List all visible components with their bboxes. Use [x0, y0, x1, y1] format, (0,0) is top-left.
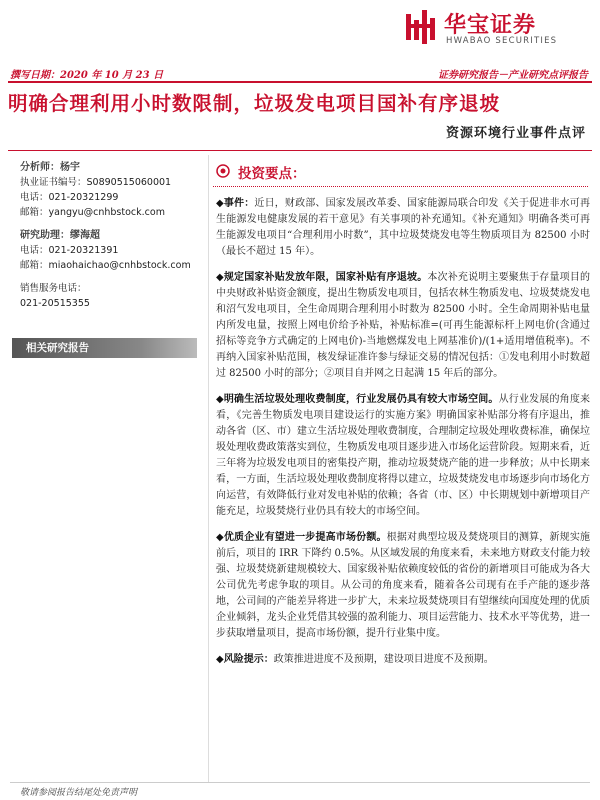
paragraph-market-share: ◆优质企业有望进一步提高市场份额。根据对典型垃圾及焚烧项目的测算，新规实施前后，项目的 IRR 下降约 0.5%。从区域发展的角度来看，未来地方财政支付能力较强、垃圾焚烧新建规模较大、国家级补贴依赖度较低的省份的新增项目可能成为各大公司优先考虑争取的项目。从公司的角度来看，随着各公司现有在手产能的逐步落地，公司间的产能差异将进一步扩大，未来垃圾焚烧项目有望继续向国度处理的优质企业倾斜，龙头企业凭借其较强的盈利能力、项目运营能力、技术水平等优势，进一步获取增量项目，提高市场份额，提升行业集中度。 — [216, 532, 590, 639]
sales-label: 销售服务电话： — [20, 283, 87, 294]
sales-phone: 021-20515355 — [20, 298, 90, 309]
analyst-phone: 电话：021-20321299 — [20, 192, 119, 203]
investment-content — [216, 196, 590, 678]
assistant-email[interactable]: 邮箱：miaohaichao@cnhbstock.com — [20, 260, 191, 271]
company-logo — [404, 8, 594, 48]
company-name-en: HWABAO SECURITIES — [446, 36, 558, 46]
related-reports-header: 相关研究报告 — [12, 338, 197, 358]
paragraph-risk: ◆风险提示：政策推进进度不及预期，建设项目进度不及预期。 — [216, 654, 494, 665]
paragraph-subsidy: ◆规定国家补贴发放年限，国家补贴有序退坡。本次补充说明主要聚焦于存量项目的中央财政补贴资金额度，提出生物质发电项目，包括农林生物质发电、垃圾焚烧发电和沼气发电项目，全生命周期合理利用小时数为 82500 小时。全生命周期补贴电量内所发电量，按照上网电价给予补贴，补贴标准=(可再生能源标杆上网电价(含通过招标等竞争方式确定的上网电价)-当地燃煤发电上网基准价)/(1+适用增值税率)。不再纳入国家补贴范围，核发绿证准许参与绿证交易的情况包括：①发电利用小时数超过 82500 小时的部分；②项目自并网之日起满 15 年后的部分。 — [216, 272, 590, 379]
page-subtitle: 资源环境行业事件点评 — [445, 126, 586, 141]
investment-title: 投资要点： — [238, 166, 306, 182]
analyst-cert: 执业证书编号：S0890515060001 — [20, 177, 172, 188]
analyst-email[interactable]: 邮箱：yangyu@cnhbstock.com — [20, 207, 165, 218]
investment-divider — [213, 186, 588, 187]
company-logo-mark-icon — [404, 10, 438, 44]
title-divider — [8, 150, 592, 151]
analyst-name: 分析师：杨宇 — [20, 162, 80, 173]
target-icon — [216, 164, 230, 178]
footer-divider — [10, 782, 590, 783]
header-divider — [8, 81, 592, 83]
report-date: 撰写日期：2020 年 10 月 23 日 — [10, 70, 164, 81]
report-type: 证券研究报告－产业研究点评报告 — [438, 70, 588, 81]
company-name-cn: 华宝证券 — [444, 13, 537, 38]
assistant-name: 研究助理：缪海超 — [20, 230, 100, 241]
footer-disclaimer: 敬请参阅报告结尾处免责声明 — [20, 788, 138, 798]
sidebar — [20, 160, 200, 311]
paragraph-fee-system: ◆明确生活垃圾处理收费制度，行业发展仍具有较大市场空间。从行业发展的角度来看，《完善生物质发电项目建设运行的实施方案》明确国家补贴部分将有序退出，推动各省（区、市）建立生活垃圾处理收费制度，合理制定垃圾处理收费标准，确保垃圾处理收费政策落实到位，生物质发电项目逐步进入市场化运营阶段。短期来看，近三年将为垃圾发电项目的密集投产期，推动垃圾焚烧产能的进一步释放；从中长期来看，一方面，生活垃圾处理收费制度将得以建立，垃圾焚烧发电市场逐步向市场化方向运营，有效降低行业对发电补贴的依赖；各省（市、区）中长期规划中新增项目产能充足，垃圾焚烧行业仍具有较大的市场空间。 — [216, 394, 590, 517]
paragraph-event: ◆事件：近日，财政部、国家发展改革委、国家能源局联合印发《关于促进非水可再生能源发电健康发展的若干意见》有关事项的补充通知。《补充通知》明确各类可再生能源发电项目“合理利用小时数”，其中垃圾焚烧发电等生物质项目为 82500 小时（最长不超过 15 年）。 — [216, 198, 590, 257]
page-title: 明确合理利用小时数限制，垃圾发电项目国补有序退坡 — [8, 92, 501, 115]
column-divider — [208, 155, 209, 783]
assistant-phone: 电话：021-20321391 — [20, 245, 119, 256]
